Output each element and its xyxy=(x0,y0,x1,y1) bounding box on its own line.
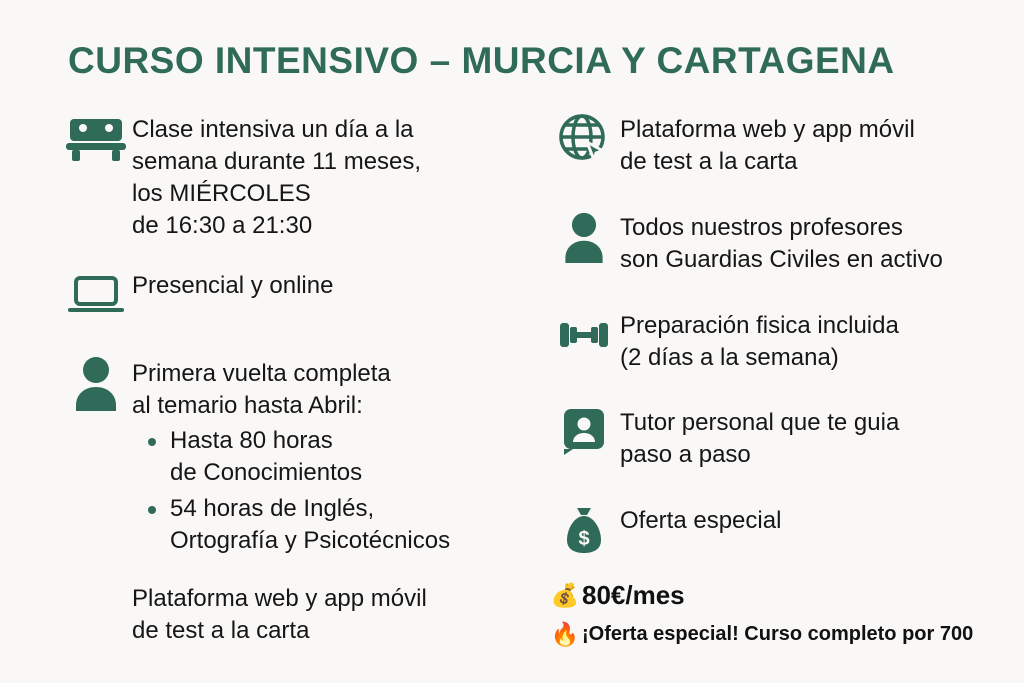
list-item-text xyxy=(620,401,1024,471)
list-item xyxy=(548,206,1024,276)
price-row-monthly xyxy=(548,580,1024,611)
money-bag-icon xyxy=(548,499,620,561)
contact-card-icon xyxy=(548,401,620,463)
price-offer-text: ¡Oferta especial! Curso completo por 700 xyxy=(582,623,974,645)
text-line: 54 horas de Inglés, xyxy=(170,495,375,523)
text-line: Ortografía y Psicotécnicos xyxy=(170,527,451,555)
globe-cursor-icon xyxy=(548,108,620,170)
list-item-text xyxy=(620,206,1024,276)
text-line: Presencial y online xyxy=(132,271,334,299)
page-title: CURSO INTENSIVO – MURCIA Y CARTAGENA xyxy=(68,40,895,81)
list-item-text xyxy=(620,304,1024,374)
svg-text:$: $ xyxy=(578,528,590,551)
text-line: los MIÉRCOLES xyxy=(132,179,311,207)
text-line: semana durante 11 meses, xyxy=(132,147,422,175)
sub-list-item xyxy=(144,425,540,489)
classroom-desks-icon xyxy=(60,108,132,170)
list-item xyxy=(60,108,540,242)
fire-emoji-icon: 🔥 xyxy=(550,621,580,647)
price-block xyxy=(548,580,1024,658)
list-item xyxy=(548,304,1024,374)
list-item xyxy=(60,352,540,557)
text-line: de test a la carta xyxy=(620,147,798,175)
list-item-text xyxy=(620,499,1024,537)
text-line: Tutor personal que te guia xyxy=(620,409,900,437)
price-monthly-text: 80€/mes xyxy=(582,580,685,610)
text-line: Todos nuestros profesores xyxy=(620,213,903,241)
laptop-icon xyxy=(60,264,132,326)
list-item-text xyxy=(132,264,540,302)
text-line: de Conocimientos xyxy=(170,459,363,487)
text-line: Clase intensiva un día a la xyxy=(132,116,414,143)
list-item xyxy=(548,499,1024,561)
text-line: (2 días a la semana) xyxy=(620,343,839,371)
list-item-text xyxy=(620,108,1024,178)
dumbbell-icon xyxy=(548,304,620,366)
text-line: de test a la carta xyxy=(132,616,310,644)
list-item xyxy=(548,401,1024,471)
text-line: son Guardias Civiles en activo xyxy=(620,245,943,273)
text-line: Preparación fisica incluida xyxy=(620,311,899,339)
person-icon xyxy=(60,352,132,414)
right-column xyxy=(548,108,1024,583)
list-item xyxy=(548,108,1024,178)
price-row-offer xyxy=(548,621,1024,648)
money-bag-emoji-icon: 💰 xyxy=(550,582,580,608)
text-line: Oferta especial xyxy=(620,507,782,535)
text-line: paso a paso xyxy=(620,441,751,469)
text-line: de 16:30 a 21:30 xyxy=(132,211,313,239)
list-item-text xyxy=(132,108,540,242)
sub-list xyxy=(132,425,540,557)
person-icon xyxy=(548,206,620,268)
text-line: al temario hasta Abril: xyxy=(132,391,363,419)
sub-list-item xyxy=(144,493,540,557)
text-line: Primera vuelta completa xyxy=(132,359,391,387)
list-item xyxy=(60,264,540,326)
left-note xyxy=(132,583,540,647)
left-column xyxy=(60,108,540,647)
text-line: Hasta 80 horas xyxy=(170,427,333,455)
text-line: Plataforma web y app móvil xyxy=(132,585,427,613)
list-item-text xyxy=(132,352,540,557)
text-line: Plataforma web y app móvil xyxy=(620,116,915,143)
